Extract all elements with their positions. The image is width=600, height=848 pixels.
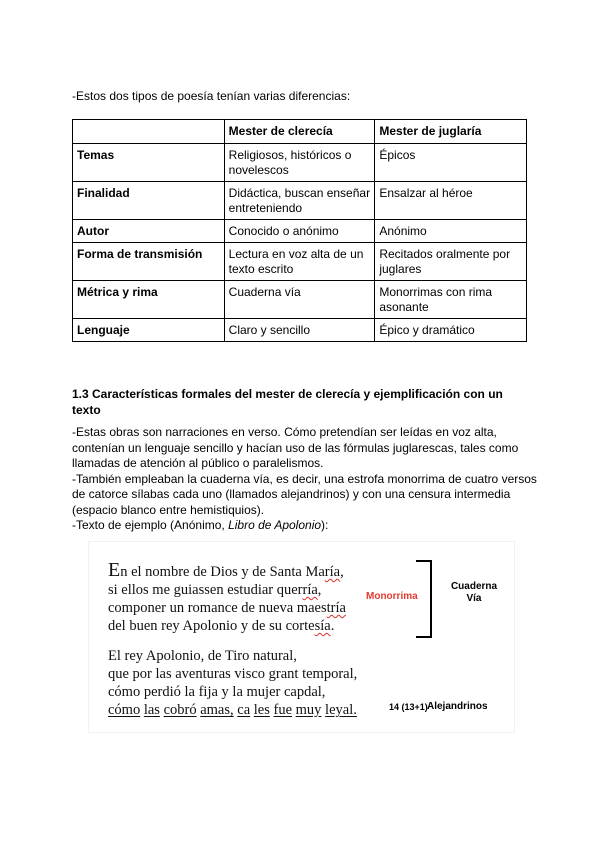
rhyme-mark: tría <box>326 600 346 616</box>
header-cell-juglaria: Mester de juglaría <box>375 120 527 144</box>
syllable-word: amas, <box>200 702 234 718</box>
header-cell-empty <box>73 120 225 144</box>
table-row <box>73 243 527 281</box>
syllable-word: leyal. <box>325 702 357 718</box>
row-label: Lenguaje <box>73 319 225 342</box>
table-cell: Monorrimas con rima asonante <box>375 281 527 319</box>
example-prefix: -Texto de ejemplo (Anónimo, <box>72 518 229 532</box>
rhyme-mark: sía <box>314 618 331 634</box>
row-label: Temas <box>73 144 225 182</box>
work-title: Libro de Apolonio <box>228 518 322 532</box>
table-cell: Claro y sencillo <box>224 319 375 342</box>
paragraph-example-intro <box>72 518 542 534</box>
poem-figure <box>88 541 515 733</box>
section-heading: 1.3 Características formales del mester de clerecía y ejemplificación con un texto <box>72 387 503 417</box>
table-cell: Recitados oralmente por juglares <box>375 243 527 281</box>
table-cell: Ensalzar al héroe <box>375 182 527 220</box>
row-label: Métrica y rima <box>73 281 225 319</box>
verse-line: cómo perdió la fija y la mujer capdal, <box>108 684 326 700</box>
table-row <box>73 182 527 220</box>
table-cell: Épicos <box>375 144 527 182</box>
monorrima-label: Monorrima <box>366 591 418 602</box>
table-cell: Religiosos, históricos o novelescos <box>224 144 375 182</box>
verse-line: componer un romance de nueva maestría <box>108 600 346 616</box>
drop-cap: E <box>108 559 121 581</box>
intro-text: -Estos dos tipos de poesía tenían varias diferencias: <box>72 89 351 103</box>
table-cell: Conocido o anónimo <box>224 220 375 243</box>
syllable-word: les <box>253 702 270 718</box>
verse-line: si ellos me guiassen estudiar querría, <box>108 582 322 598</box>
table-row <box>73 144 527 182</box>
syllable-word: ca <box>237 702 251 718</box>
rhyme-mark: ría <box>302 582 318 598</box>
example-suffix: ): <box>321 518 329 532</box>
table-row <box>73 220 527 243</box>
syllable-word: las <box>143 702 160 718</box>
table-cell: Didáctica, buscan enseñar entreteniendo <box>224 182 375 220</box>
table-cell: Épico y dramático <box>375 319 527 342</box>
alejandrinos-label: Alejandrinos <box>427 701 488 712</box>
row-label: Forma de transmisión <box>73 243 225 281</box>
cuaderna-via-label: Cuaderna Vía <box>450 581 498 604</box>
stanza-monorrima <box>108 561 388 635</box>
table-cell: Anónimo <box>375 220 527 243</box>
table-row <box>73 319 527 342</box>
rhyme-mark: ría <box>324 564 341 580</box>
syllable-word: cómo <box>108 702 141 718</box>
row-label: Autor <box>73 220 225 243</box>
table-row <box>73 281 527 319</box>
syllable-count-label: 14 (13+1) <box>389 702 428 712</box>
paragraph-cuaderna-via: -También empleaban la cuaderna vía, es decir, una estrofa monorrima de cuatro versos de catorce sílabas cada uno (llamados alejandrinos) y con una censura intermedia (espacio blanco entre hemistiquios). <box>72 471 537 517</box>
comparison-table <box>72 119 527 342</box>
verse-line: que por las aventuras visco grant temporal, <box>108 666 358 682</box>
table-cell: Cuaderna vía <box>224 281 375 319</box>
verse-line: En el nombre de Dios y de Santa María, <box>108 559 344 581</box>
row-label: Finalidad <box>73 182 225 220</box>
header-cell-clerecia: Mester de clerecía <box>224 120 375 144</box>
syllable-word: cobró <box>163 702 197 718</box>
stanza-alejandrinos <box>108 647 388 719</box>
verse-line-syllables <box>108 701 388 719</box>
section-body <box>72 425 542 534</box>
table-header-row <box>73 120 527 144</box>
table-cell: Lectura en voz alta de un texto escrito <box>224 243 375 281</box>
stanza-bracket <box>416 560 432 638</box>
syllable-word: fue <box>273 702 293 718</box>
syllable-word: muy <box>295 702 322 718</box>
paragraph-narraciones: -Estas obras son narraciones en verso. Cómo pretendían ser leídas en voz alta, contenían un lenguaje sencillo y hacían uso de las fórmulas juglarescas, tales como llamadas de atención al público o paralelismos. <box>72 425 519 470</box>
verse-line: del buen rey Apolonio y de su cortesía. <box>108 618 335 634</box>
verse-line: El rey Apolonio, de Tiro natural, <box>108 648 297 664</box>
